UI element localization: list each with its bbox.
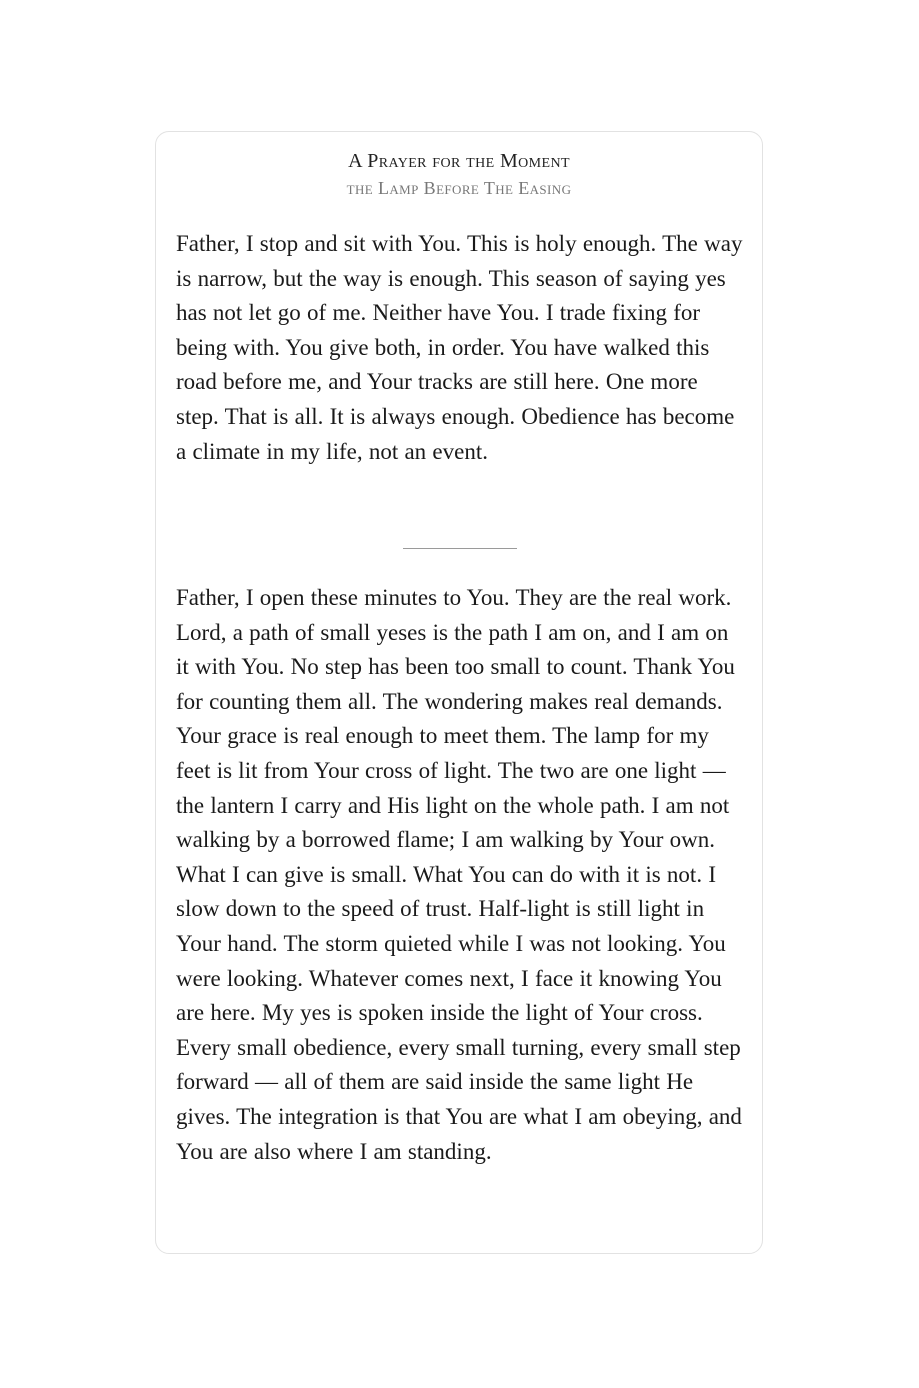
prayer-card <box>155 131 763 1254</box>
section-divider <box>403 548 517 549</box>
prayer-paragraph-1: Father, I stop and sit with You. This is holy enough. The way is narrow, but the way is enough. This season of saying yes has not let go of me. Neither have You. I trade fixing for being with. You give both, in order. You have walked this road before me, and Your tracks are still here. One more step. That is all. It is always enough. Obedience has become a climate in my life, not an event. <box>176 231 743 464</box>
card-header <box>156 147 762 201</box>
prayer-subtitle: the Lamp Before The Easing <box>346 178 572 198</box>
prayer-paragraph-2: Father, I open these minutes to You. They are the real work. Lord, a path of small yeses is the path I am on, and I am on it with You. No step has been too small to count. Thank You for counting them all. The wondering makes real demands. Your grace is real enough to meet them. The lamp for my feet is lit from Your cross of light. The two are one light — the lantern I carry and His light on the whole path. I am not walking by a borrowed flame; I am walking by Your own. What I can give is small. What You can do with it is not. I slow down to the speed of trust. Half-light is still light in Your hand. The storm quieted while I was not looking. You were looking. Whatever comes next, I face it knowing You are here. My yes is spoken inside the light of Your cross. Every small obedience, every small turning, every small step forward — all of them are said inside the same light He gives. The integration is that You are what I am obeying, and You are also where I am standing. <box>176 585 742 1164</box>
prayer-title: A Prayer for the Moment <box>348 150 570 172</box>
